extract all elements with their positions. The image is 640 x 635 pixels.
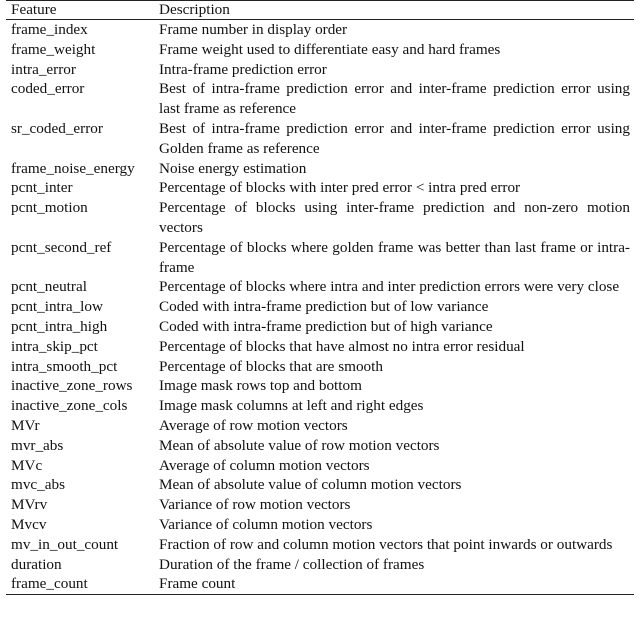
feature-cell: intra_error (11, 60, 76, 78)
description-cell: Percentage of blocks using inter-frame prediction and non-zero motion vectors (159, 199, 630, 236)
description-cell: Coded with intra-frame prediction but of low variance (159, 298, 489, 316)
feature-table (6, 0, 634, 595)
table-row (6, 238, 634, 278)
table-row (6, 515, 634, 535)
description-cell: Best of intra-frame prediction error and inter-frame prediction error using Golden frame as reference (159, 119, 630, 157)
table-row (6, 60, 634, 80)
feature-cell: frame_weight (11, 40, 96, 58)
table-row (6, 20, 634, 40)
table-row (6, 456, 634, 476)
table-row (6, 40, 634, 60)
table-row (6, 376, 634, 396)
description-cell: Percentage of blocks with inter pred error < intra pred error (159, 179, 521, 197)
description-cell: Percentage of blocks that are smooth (159, 357, 383, 375)
table-row (6, 297, 634, 317)
description-cell: Average of column motion vectors (159, 456, 370, 474)
feature-cell: pcnt_intra_low (11, 298, 103, 316)
table-row (6, 79, 634, 119)
header-feature: Feature (11, 1, 57, 18)
table-body (6, 20, 634, 595)
feature-cell: pcnt_neutral (11, 278, 87, 296)
feature-cell: mv_in_out_count (11, 535, 119, 553)
feature-cell: mvr_abs (11, 436, 64, 454)
feature-cell: duration (11, 555, 62, 573)
description-cell: Average of row motion vectors (159, 416, 348, 434)
feature-cell: Mvcv (11, 515, 47, 533)
description-cell: Fraction of row and column motion vectors that point inwards or outwards (159, 535, 613, 553)
feature-cell: inactive_zone_cols (11, 397, 128, 415)
description-cell: Mean of absolute value of row motion vectors (159, 436, 440, 454)
description-cell: Variance of column motion vectors (159, 515, 373, 533)
description-cell: Percentage of blocks where golden frame was better than last frame or intra-frame (159, 238, 630, 276)
feature-cell: mvc_abs (11, 476, 65, 494)
description-cell: Percentage of blocks that have almost no intra error residual (159, 337, 525, 355)
description-cell: Percentage of blocks where intra and inter prediction errors were very close (159, 278, 620, 296)
table-row (6, 337, 634, 357)
table-row (6, 178, 634, 198)
description-cell: Frame number in display order (159, 21, 348, 38)
description-cell: Best of intra-frame prediction error and inter-frame prediction error using last frame as reference (159, 80, 630, 118)
table-row (6, 277, 634, 297)
table-row (6, 396, 634, 416)
table-row (6, 317, 634, 337)
table-row (6, 416, 634, 436)
table-row (6, 574, 634, 594)
feature-cell: MVrv (11, 496, 48, 514)
description-cell: Coded with intra-frame prediction but of high variance (159, 317, 493, 335)
feature-cell: pcnt_inter (11, 179, 73, 197)
description-cell: Image mask columns at left and right edges (159, 397, 424, 415)
feature-cell: frame_index (11, 21, 88, 38)
description-cell: Variance of row motion vectors (159, 496, 351, 514)
table-row (6, 159, 634, 179)
feature-cell: inactive_zone_rows (11, 377, 133, 395)
description-cell: Intra-frame prediction error (159, 60, 327, 78)
feature-cell: pcnt_motion (11, 199, 88, 217)
feature-cell: pcnt_second_ref (11, 238, 112, 256)
table-row (6, 357, 634, 377)
description-cell: Image mask rows top and bottom (159, 377, 362, 395)
table-row (6, 436, 634, 456)
table-row (6, 495, 634, 515)
description-cell: Mean of absolute value of column motion vectors (159, 476, 462, 494)
feature-cell: sr_coded_error (11, 119, 103, 137)
table-row (6, 535, 634, 555)
header-row (6, 1, 634, 20)
header-description: Description (159, 1, 230, 18)
feature-cell: pcnt_intra_high (11, 317, 108, 335)
description-cell: Frame count (159, 575, 236, 593)
feature-cell: MVc (11, 456, 43, 474)
feature-cell: intra_skip_pct (11, 337, 98, 355)
feature-cell: coded_error (11, 80, 85, 98)
table-row (6, 555, 634, 575)
feature-cell: MVr (11, 416, 40, 434)
description-cell: Duration of the frame / collection of frames (159, 555, 425, 573)
description-cell: Frame weight used to differentiate easy and hard frames (159, 40, 501, 58)
table-row (6, 475, 634, 495)
table-row (6, 119, 634, 159)
feature-cell: intra_smooth_pct (11, 357, 118, 375)
description-cell: Noise energy estimation (159, 159, 307, 177)
table-row (6, 198, 634, 238)
feature-cell: frame_noise_energy (11, 159, 135, 177)
feature-cell: frame_count (11, 575, 88, 593)
